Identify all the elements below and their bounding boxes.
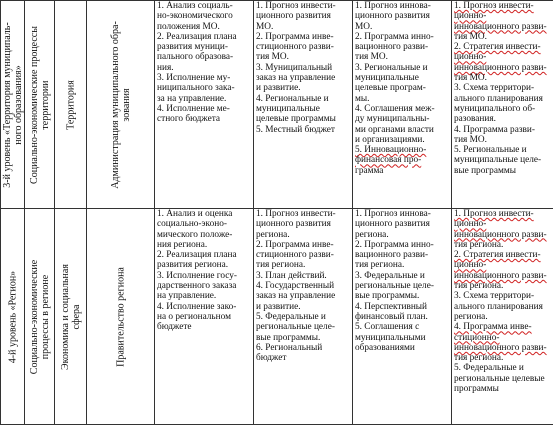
cell-line: программы [454,384,551,394]
cell-line: стиционного разви- [256,42,350,52]
cell-line: тия МО. [454,135,551,145]
cell-line: 4. Программа инве- [454,322,551,332]
cell-line: финансовая про- [355,155,449,165]
cell-line: бюджете [157,322,251,332]
level-line: 3-й уровень «Территория муниципаль- [2,22,13,187]
innovation-cell [353,209,452,425]
level-cell [1,1,25,209]
cell-line: тия МО. [454,32,551,42]
cell-line: 5. Местный бюджет [256,125,350,135]
cell-line: и развитие. [256,83,350,93]
cell-line: и развитие. [256,302,350,312]
process-line: Социально-экономические [29,259,40,373]
cell-line: образованиями [355,343,449,353]
subject-line: зования [121,21,132,189]
cell-line: 2. Реализация плана [157,250,251,260]
cell-line: но-экономического [157,11,251,21]
level-cell [1,209,25,425]
cell-line: 2. Программа инве- [256,240,350,250]
cell-line: муниципальные [256,104,350,114]
cell-line: 1. Анализ и оценка [157,209,251,219]
cell-line: инновационного разви- [454,230,551,240]
cell-line: 6. Региональный [256,343,350,353]
cell-line: на управление. [157,291,251,301]
cell-line: тия региона. [454,281,551,291]
cell-line: муниципального об- [454,104,551,114]
cell-line: 3. Федеральные и [355,271,449,281]
cell-line: тия МО. [355,52,449,62]
cell-line: вые программы [454,166,551,176]
cell-line: 2. Программа инно- [355,240,449,250]
cell-line: 1. Прогноз иннова- [355,1,449,11]
cell-line: финансовый план. [355,312,449,322]
strategy-cell [452,1,553,209]
cell-line: муниципальными [355,333,449,343]
cell-line: 5. Федеральные и [454,363,551,373]
cell-line: региона. [454,312,551,322]
cell-line: 1. Прогноз инвести- [454,209,551,219]
innovation-cell [353,1,452,209]
cell-line: вые программы. [256,333,350,343]
cell-line: ального планирования [454,94,551,104]
cell-line: 3. Схема территори- [454,291,551,301]
cell-line: 2. Стратегия инвести- [454,42,551,52]
cell-line: региона. [355,230,449,240]
cell-line: 4. Исполнение зако- [157,302,251,312]
cell-line: 4. Исполнение ме- [157,104,251,114]
cell-line: тия региона. [454,240,551,250]
cell-line: 3. План действий. [256,271,350,281]
cell-line: ния региона. [157,240,251,250]
cell-line: 3. Исполнение му- [157,73,251,83]
cell-line: 2. Реализация плана [157,32,251,42]
cell-line: развития муници- [157,42,251,52]
cell-line: 2. Программа инно- [355,32,449,42]
cell-line: 1. Прогноз инвести- [256,1,350,11]
cell-line: 1. Прогноз инвести- [454,1,551,11]
cell-line: развития региона. [157,260,251,270]
cell-line: ционно- [454,219,551,229]
cell-line: 2. Программа инве- [256,32,350,42]
cell-line: заказ на управление [256,73,350,83]
level-line: ного образования» [13,22,24,187]
cell-line: 3. Муниципальный [256,63,350,73]
cell-line: МО. [355,22,449,32]
cell-line: 5. Инновационно- [355,145,449,155]
cell-line: ционного развития [355,219,449,229]
cell-line: положения МО. [157,22,251,32]
sphere-line: Экономика и социальная [60,264,71,370]
cell-line: ционного развития [256,219,350,229]
cell-line: ми органами власти [355,125,449,135]
cell-line: стиционно- [454,333,551,343]
cell-line: за на управление. [157,94,251,104]
cell-line: ниципального зака- [157,83,251,93]
process-line: процессы в регионе [40,259,51,373]
cell-line: мы. [355,94,449,104]
cell-line: вационного разви- [355,42,449,52]
analysis-cell [155,1,254,209]
cell-line: 4. Перспективный [355,302,449,312]
cell-line: разования. [454,114,551,124]
cell-line: региона. [256,230,350,240]
cell-line: вационного разви- [355,250,449,260]
cell-line: 5. Региональные и [454,145,551,155]
cell-line: инновационного разви- [454,271,551,281]
cell-line: социально-эконо- [157,219,251,229]
cell-line: ционно- [454,260,551,270]
cell-line: ционного развития [256,11,350,21]
subject-cell [87,209,155,425]
process-cell [25,209,55,425]
cell-line: муниципальные целе- [454,155,551,165]
sphere-line: Территория [65,80,76,130]
cell-line: стного бюджета [157,114,251,124]
cell-line: региональные целевые [454,374,551,384]
cell-line: тия региона. [355,260,449,270]
cell-line: тия МО. [256,52,350,62]
investment-cell [254,1,353,209]
cell-line: 5. Федеральные и [256,312,350,322]
analysis-cell [155,209,254,425]
cell-line: тия региона. [256,260,350,270]
cell-line: 3. Региональные и [355,63,449,73]
cell-line: тия региона. [454,353,551,363]
cell-line: ционно- [454,52,551,62]
cell-line: 3. Схема территори- [454,83,551,93]
sphere-line: сфера [71,264,82,370]
cell-line: 1. Прогноз инвести- [256,209,350,219]
cell-line: 1. Прогноз иннова- [355,209,449,219]
sphere-cell [55,1,87,209]
cell-line: целевые программы [256,114,350,124]
cell-line: и организациями. [355,135,449,145]
cell-line: 4. Региональные и [256,94,350,104]
cell-line: региональные целе- [256,322,350,332]
subject-line: Администрация муниципального обра- [110,21,121,189]
cell-line: инновационного разви- [454,343,551,353]
level-line: 4-й уровень «Регион» [7,270,18,362]
cell-line: инновационного разви- [454,63,551,73]
cell-line: 4. Государственный [256,281,350,291]
process-line: территории [40,26,51,184]
cell-line: 5. Соглашения с [355,322,449,332]
cell-line: целевые програм- [355,83,449,93]
process-line: Социально-экономические процессы [29,26,40,184]
cell-line: 3. Исполнение госу- [157,271,251,281]
cell-line: ционно- [454,11,551,21]
cell-line: пального образова- [157,52,251,62]
cell-line: региональные целе- [355,281,449,291]
table-row [1,209,553,425]
cell-line: ду муниципальны- [355,114,449,124]
cell-line: стиционного разви- [256,250,350,260]
table-row [1,1,553,209]
cell-line: вые программы. [355,291,449,301]
cell-line: мического положе- [157,230,251,240]
cell-line: 4. Программа разви- [454,125,551,135]
cell-line: 4. Соглашения меж- [355,104,449,114]
cell-line: на о региональном [157,312,251,322]
sphere-cell [55,209,87,425]
investment-cell [254,209,353,425]
cell-line: заказ на управление [256,291,350,301]
cell-line: дарственного заказа [157,281,251,291]
cell-line: бюджет [256,353,350,363]
cell-line: ционного развития [355,11,449,21]
cell-line: ния. [157,63,251,73]
cell-line: ального планирования [454,302,551,312]
cell-line: тия МО. [454,73,551,83]
cell-line: 2. Стратегия инвести- [454,250,551,260]
cell-line: инновационного разви- [454,22,551,32]
process-cell [25,1,55,209]
subject-cell [87,1,155,209]
strategy-cell [452,209,553,425]
cell-line: МО. [256,22,350,32]
cell-line: 1. Анализ социаль- [157,1,251,11]
subject-line: Правительство региона [115,267,126,367]
cell-line: грамма [355,166,449,176]
cell-line: муниципальные [355,73,449,83]
